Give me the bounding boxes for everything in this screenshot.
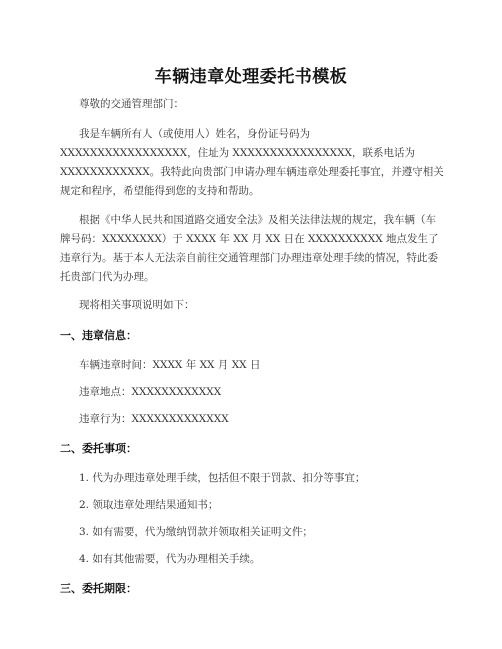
- entrusted-item-2: 2. 领取违章处理结果通知书；: [79, 499, 219, 511]
- paragraph-applicant: 我是车辆所有人（或使用人）姓名，身份证号码为 XXXXXXXXXXXXXXXXX，住址为 XXXXXXXXXXXXXXXX，联系电话为 XXXXXXXXXXXX。我特此向贵部门申请办理车辆违章处理委托事宜，并遵守相关规定和程序，希望能得到您的支持和帮助。: [60, 128, 444, 197]
- section-entrustment-period-heading: 三、委托期限：: [60, 582, 137, 595]
- entrusted-item-1: 1. 代为办理违章处理手续，包括但不限于罚款、扣分等事宜；: [79, 472, 366, 484]
- document-title: 车辆违章处理委托书模板: [154, 67, 348, 87]
- paragraph-intro: 现将相关事项说明如下：: [79, 299, 195, 311]
- entrusted-item-3: 3. 如有需要，代为缴纳罚款并领取相关证明文件；: [79, 526, 313, 538]
- violation-behavior: 违章行为：XXXXXXXXXXXXX: [79, 413, 229, 425]
- section-entrusted-matters-heading: 二、委托事项：: [60, 442, 137, 455]
- violation-time: 车辆违章时间：XXXX 年 XX 月 XX 日: [79, 359, 261, 371]
- salutation: 尊敬的交通管理部门：: [79, 98, 184, 110]
- paragraph-violation: 根据《中华人民共和国道路交通安全法》及相关法律法规的规定，我车辆（车牌号码：XXXXXXXX）于 XXXX 年 XX 月 XX 日在 XXXXXXXXXX 地点发生了违章行为。基于本人无法亲自前往交通管理部门办理违章处理手续的情况，特此委托贵部门代为办理。: [60, 214, 439, 283]
- section-violation-info-heading: 一、违章信息：: [60, 329, 137, 342]
- violation-location: 违章地点：XXXXXXXXXXXX: [79, 386, 222, 398]
- entrusted-item-4: 4. 如有其他需要，代为办理相关手续。: [79, 553, 261, 565]
